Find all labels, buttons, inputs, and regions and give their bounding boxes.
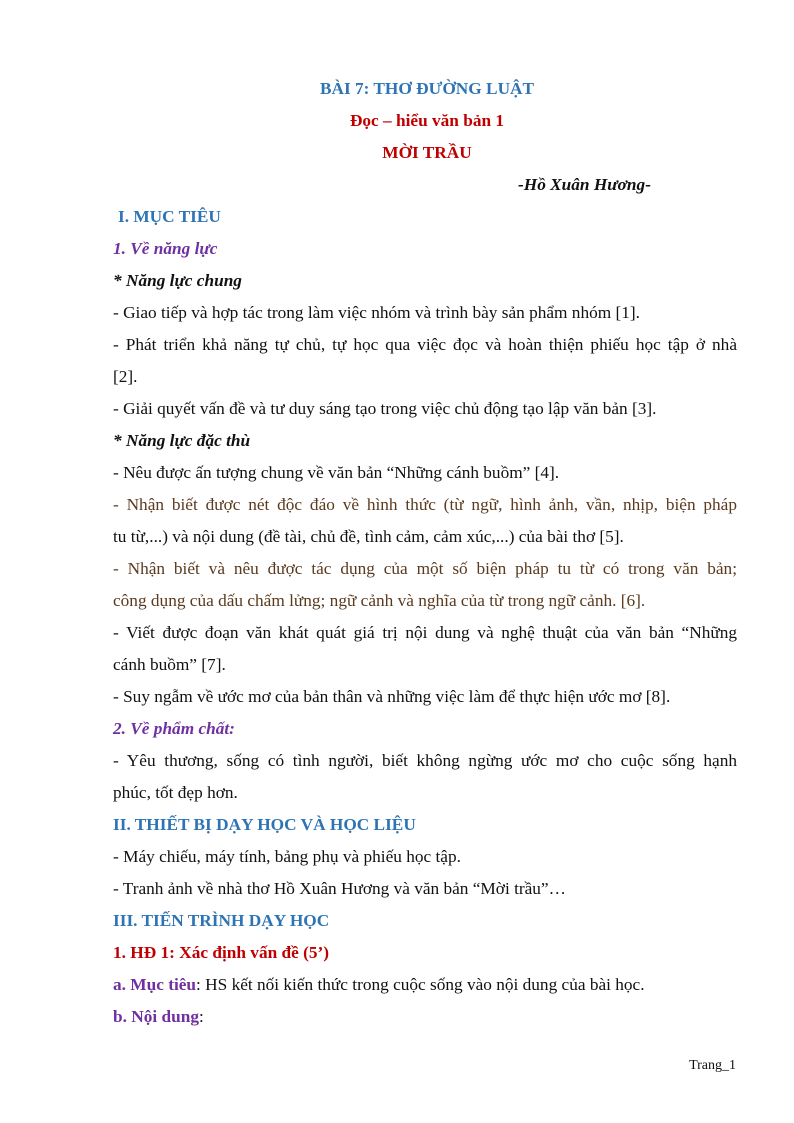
page-number: Trang_1 bbox=[689, 1058, 736, 1073]
specific-item-5: - Suy ngẫm về ước mơ của bản thân và những việc làm để thực hiện ước mơ [8]. bbox=[113, 687, 671, 706]
activity-goal bbox=[113, 974, 737, 996]
equipment-item-2: - Tranh ảnh về nhà thơ Hồ Xuân Hương và văn bản “Mời trầu”… bbox=[113, 879, 566, 898]
lesson-title: BÀI 7: THƠ ĐƯỜNG LUẬT bbox=[319, 79, 535, 98]
specific-item-2: - Nhận biết được nét độc đáo về hình thức (từ ngữ, hình ảnh, vần, nhịp, biện pháp bbox=[113, 495, 737, 514]
quality-item-1: - Yêu thương, sống có tình người, biết không ngừng ước mơ cho cuộc sống hạnh bbox=[113, 751, 737, 770]
poem-author: -Hồ Xuân Hương- bbox=[518, 175, 651, 194]
activity-content bbox=[113, 1006, 737, 1028]
specific-item-4: - Viết được đoạn văn khát quát giá trị nội dung và nghệ thuật của văn bản “Những bbox=[113, 623, 737, 642]
specific-item-3: - Nhận biết và nêu được tác dụng của một số biện pháp tu từ có trong văn bản; bbox=[113, 559, 737, 578]
goal-text: : HS kết nối kiến thức trong cuộc sống vào nội dung của bài học. bbox=[196, 975, 645, 994]
poem-title: MỜI TRẦU bbox=[382, 143, 472, 162]
section-title: Đọc – hiểu văn bản 1 bbox=[349, 111, 505, 130]
activity-1-heading: 1. HĐ 1: Xác định vấn đề (5’) bbox=[113, 943, 330, 962]
specific-item-3-cont: công dụng của dấu chấm lửng; ngữ cảnh và nghĩa của từ trong ngữ cảnh. [6]. bbox=[113, 591, 646, 610]
specific-item-1: - Nêu được ấn tượng chung về văn bản “Những cánh buồm” [4]. bbox=[113, 463, 560, 482]
heading-objectives: I. MỤC TIÊU bbox=[118, 207, 221, 226]
general-item-2-cont: [2]. bbox=[113, 367, 138, 386]
heading-equipment: II. THIẾT BỊ DẠY HỌC VÀ HỌC LIỆU bbox=[113, 815, 416, 834]
subheading-competence: 1. Về năng lực bbox=[113, 239, 218, 258]
content-label: b. Nội dung bbox=[113, 1007, 199, 1026]
specific-item-4-cont: cánh buồm” [7]. bbox=[113, 655, 226, 674]
general-item-1: - Giao tiếp và hợp tác trong làm việc nhóm và trình bày sản phẩm nhóm [1]. bbox=[113, 303, 640, 322]
heading-process: III. TIẾN TRÌNH DẠY HỌC bbox=[113, 911, 330, 930]
subheading-specific-competence: * Năng lực đặc thù bbox=[113, 431, 251, 450]
subheading-general-competence: * Năng lực chung bbox=[113, 271, 242, 290]
subheading-quality: 2. Về phẩm chất: bbox=[113, 719, 235, 738]
goal-label: a. Mục tiêu bbox=[113, 975, 197, 994]
general-item-2: - Phát triển khả năng tự chủ, tự học qua việc đọc và hoàn thiện phiếu học tập ở nhà bbox=[113, 335, 737, 354]
quality-item-1-cont: phúc, tốt đẹp hơn. bbox=[113, 783, 238, 802]
general-item-3: - Giải quyết vấn đề và tư duy sáng tạo trong việc chủ động tạo lập văn bản [3]. bbox=[113, 399, 657, 418]
equipment-item-1: - Máy chiếu, máy tính, bảng phụ và phiếu học tập. bbox=[113, 847, 461, 866]
specific-item-2-cont: tu từ,...) và nội dung (đề tài, chủ đề, tình cảm, cảm xúc,...) của bài thơ [5]. bbox=[113, 527, 624, 546]
content-text: : bbox=[198, 1007, 204, 1026]
